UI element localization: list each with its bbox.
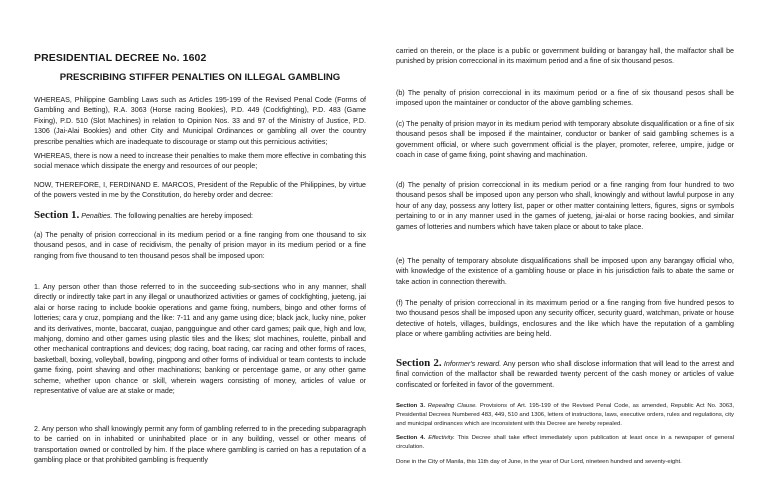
done-at-paragraph: Done in the City of Manila, this 11th day of June, in the year of Our Lord, nineteen hundred and seventy-eight. [396, 459, 682, 465]
whereas-paragraph-2: WHEREAS, there is now a need to increase their penalties to make them more effective in combating this social menace which dissipate the energy and resources of our people; [34, 152, 366, 171]
continuation-paragraph: carried on therein, or the place is a public or government building or barangay hall, the malfactor shall be punished by prision correccional in its maximum period and a fine of six thousand pesos. [396, 47, 734, 66]
section-1-text: The following penalties are hereby imposed: [114, 212, 254, 220]
section-1-label: Section 1. [34, 209, 80, 221]
section-1-heading [34, 208, 366, 223]
whereas-paragraph-1: WHEREAS, Philippine Gambling Laws such as Articles 195-199 of the Revised Penal Code (Forms of Gambling and Betting), R.A. 3063 (Horse racing Bookies), P.D. 449 (Cockfighting), P.D. 483 (Game Fixing), P.D. 510 (Slot Machines) in relation to Opinion Nos. 33 and 97 of the Ministry of Justice, P.D. 1306 (Jai-Alai Bookies) and other City and Municipal Ordinances or gambling all over the country prescribe penalties which are inadequate to discourage or stamp out this pernicious activities; [34, 96, 366, 146]
paragraph-e: (e) The penalty of temporary absolute disqualifications shall be imposed upon any barangay official who, with knowledge of the existence of a gambling house or place in his jurisdiction fails to abate the same or take action in connection therewith. [396, 257, 734, 286]
section-2-text: Any person who shall disclose information that will lead to the arrest and final conviction of the malfactor shall be rewarded twenty percent of the cash money or articles of value confiscated or forfeited in favor of the government. [396, 360, 735, 389]
section-3-title: Repealing Clause. [427, 403, 478, 409]
section-4-paragraph [396, 434, 734, 452]
paragraph-c: (c) The penalty of prision mayor in its medium period with temporary absolute disqualification or a fine of six thousand pesos shall be imposed if the maintainer, conductor or banker of said gambling schemes is a government official, or where such government official is the player, promoter, referee, umpire, judge or coach in case of game fixing, point shaving and machination. [396, 120, 734, 160]
section-3-paragraph [396, 402, 734, 428]
section-3-text: Provisions of Art. 195-199 of the Revised Penal Code, as amended, Republic Act No. 3063, Presidential Decrees Numbered 483, 449, 510 and 1306, letters of instructions, laws, executive orders, rules and regulations, city and municipal ordinances which are inconsistent with this Decree are hereby repealed. [396, 403, 735, 427]
paragraph-b: (b) The penalty of prision correccional in its maximum period or a fine of six thousand pesos shall be imposed upon the maintainer or conductor of the above gambling schemes. [396, 89, 734, 108]
section-4-label: Section 4. [396, 435, 426, 441]
section-2-label: Section 2. [396, 357, 442, 369]
item-1-paragraph: 1. Any person other than those referred to in the succeeding sub-sections who in any manner, shall directly or indirectly take part in any illegal or unauthorized activities or games of cockfighting, jueteng, jai alai or horse racing to include bookie operations and game fixing, numbers, bingo and other forms of lotteries; cara y cruz, pompiang and the like: 7-11 and any game using dice; black jack, lucky nine, poker and its derivatives, monte, baccarat, cuajao, pangguingue and other card games; paik que, high and low, mahjong, domino and other games using plastic tiles and the likes; slot machines, roulette, pinball and other mechanical contraptions and devices; dog racing, boat racing, car racing and other forms of races, basketball, boxing, volleyball, bowling, pingpong and other forms of individual or team contests to include game fixing, point shaving and other machinations; banking or percentage game, or any other game scheme, whether upon chance or skill, wherein wagers consisting of money, articles of value or representative of value are at stake or made; [34, 283, 366, 396]
section-2-paragraph [396, 358, 734, 390]
decree-subtitle: PRESCRIBING STIFFER PENALTIES ON ILLEGAL GAMBLING [59, 72, 341, 83]
section-1-title: Penalties. [81, 212, 113, 220]
section-3-label: Section 3. [396, 403, 425, 409]
paragraph-f: (f) The penalty of prision correccional in its maximum period or a fine ranging from five hundred pesos to two thousand pesos shall be imposed upon any security officer, security guard, watchman, private or house detective of hotels, villages, buildings, enclosures and the like which have the reputation of a gambling place or where gambling activities are being held. [396, 299, 734, 339]
section-2-title: Informer's reward. [443, 360, 502, 368]
decree-title: PRESIDENTIAL DECREE No. 1602 [34, 52, 207, 64]
paragraph-a: (a) The penalty of prision correccional in its medium period or a fine ranging from one thousand to six thousand pesos, and in case of recidivism, the penalty of prision mayor in its medium period or a fine ranging from five thousand to ten thousand pesos shall be imposed upon: [34, 231, 366, 260]
now-therefore-paragraph: NOW, THEREFORE, I, FERDINAND E. MARCOS, President of the Republic of the Philippines, by virtue of the powers vested in me by the Constitution, do hereby order and decree: [34, 181, 366, 200]
section-4-title: Effectivity. [428, 435, 455, 441]
paragraph-d: (d) The penalty of prision correccional in its medium period or a fine ranging from four hundred to two thousand pesos shall be imposed upon any person who shall, knowingly and without lawful purpose in any hour of any day, possess any lottery list, paper or other matter containing letters, figures, signs or symbols pertaining to or in any manner used in the games of jueteng, jai-alai or horse racing bookies, and similar games of lotteries and numbers which have taken place or about to take place. [396, 181, 734, 231]
section-4-text: This Decree shall take effect immediately upon publication at least once in a newspaper of general circulation. [396, 435, 735, 450]
item-2-paragraph: 2. Any person who shall knowingly permit any form of gambling referred to in the preceding subparagraph to be carried on in inhabited or uninhabited place or in any building, vessel or other means of transportation owned or controlled by him. If the place where gambling is carried on has a reputation of a gambling place or that prohibited gambling is frequently [34, 425, 366, 465]
